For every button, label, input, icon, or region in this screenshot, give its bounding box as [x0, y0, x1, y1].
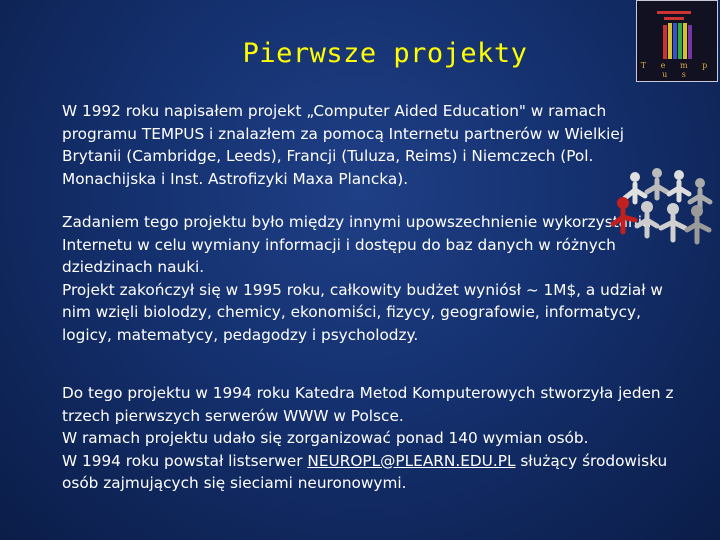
paragraph-3c-after: służący środowisku osób zajmujących się sieciami neuronowymi.: [62, 451, 668, 492]
paragraph-3b-text: W ramach projektu udało się zorganizować ponad 140 wymian osób.: [62, 429, 589, 447]
slide-title: Pierwsze projekty: [242, 38, 528, 69]
paragraph-3: [62, 382, 682, 495]
paragraph-3c: [62, 450, 682, 495]
paragraph-1: [62, 100, 682, 190]
paragraph-1-text: W 1992 roku napisałem projekt „Computer Aided Education" w ramach programu TEMPUS i znalazłem za pomocą Internetu partnerów w Wielkiej Brytanii (Cambridge, Leeds), Francji (Tuluza, Reims) i Niemczech (Pol. Monachijska i Inst. Astrofizyki Maxa Plancka).: [62, 102, 624, 188]
paragraph-2: [62, 211, 682, 346]
tempus-logo-icon: [636, 0, 718, 82]
paragraph-3c-before: W 1994 roku powstał listserwer: [62, 451, 308, 470]
paragraph-3a-text: Do tego projektu w 1994 roku Katedra Metod Komputerowych stworzyła jeden z trzech pierwszych serwerów WWW w Polsce.: [62, 384, 674, 425]
logo-text: T e m p u s: [640, 61, 714, 79]
paragraph-2b-text: Projekt zakończył się w 1995 roku, całkowity budżet wyniósł ~ 1M$, a udział w nim wzięli biolodzy, chemicy, ekonomiści, fizycy, geografowie, informatycy, logicy, matematycy, pedagodzy i psycholodzy.: [62, 280, 663, 344]
person-figure: [613, 168, 710, 242]
people-circle-icon: [605, 162, 720, 254]
paragraph-2a-text: Zadaniem tego projektu było między innymi upowszechnienie wykorzystania Internetu w celu wymiany informacji i dostępu do baz danych w różnych dziedzinach nauki.: [62, 213, 652, 276]
listserver-link[interactable]: NEUROPL@PLEARN.EDU.PL: [307, 451, 516, 470]
